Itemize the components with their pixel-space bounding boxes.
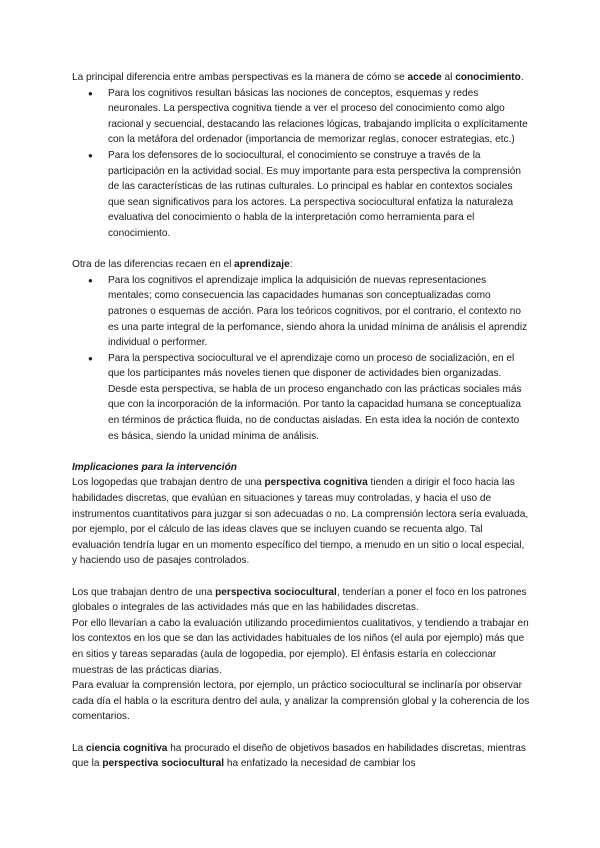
paragraph-text: , tenderían a poner el foco en los patrones globales o integrales de las actividades más que en las habilidades discretas. <box>72 586 527 614</box>
bullet-icon: ● <box>88 275 93 285</box>
list-item <box>72 351 532 445</box>
intro-text: La principal diferencia entre ambas perspectivas es la manera de cómo se <box>72 72 408 83</box>
bullet-icon: ● <box>88 88 93 98</box>
bold-perspectiva-sociocultural: perspectiva sociocultural <box>102 758 225 770</box>
bold-perspectiva-sociocultural: perspectiva sociocultural <box>215 586 337 598</box>
intro-text-mid: al <box>441 72 456 83</box>
intro-bold-conocimiento: conocimiento <box>455 72 521 83</box>
paragraph-text: Los logopedas que trabajan dentro de una <box>72 477 265 489</box>
bullet-list-aprendizaje <box>72 273 532 445</box>
aprendizaje-bold: aprendizaje <box>234 259 290 271</box>
document-page <box>72 70 532 772</box>
list-item-text: Para los cognitivos resultan básicas las nociones de conceptos, esquemas y redes neuronales. La perspectiva cognitiva tiende a ver el proceso del conocimiento como algo racional y secuencial, destacando las relaciones lógicas, trabajando implícita o explícitamente con la metáfora del ordenador (importancia de memorizar reglas, conocer estrategias, etc.) <box>108 87 528 146</box>
list-item <box>72 273 532 351</box>
aprendizaje-text: Otra de las diferencias recaen en el <box>72 259 235 271</box>
sociocultural-paragraph-3: Para evaluar la comprensión lectora, por ejemplo, un práctico sociocultural se inclinaría por observar cada día el habla o la escritura dentro del aula, y analizar la comprensión global y la coherencia de los comentarios. <box>72 680 530 723</box>
list-item-text: Para la perspectiva sociocultural ve el aprendizaje como un proceso de socialización, en el que los participantes más noveles tienen que disponer de actividades bien organizadas. Desde esta perspectiva, se habla de un proceso enganchado con las prácticas sociales más que con la incorporación de la información. Por tanto la capacidad humana se conceptualiza en términos de práctica fluida, no de conductas aisladas. En esta idea la noción de contexto es básica, siendo la unidad mínima de análisis. <box>108 352 522 442</box>
sociocultural-paragraph-2: Por ello llevarían a cabo la evaluación utilizando procedimientos cualitativos, y tendiendo a trabajar en los contextos en los que se dan las actividades habituales de los niños (el aula por ejemplo) más que en sitios y tareas separadas (aula de logopedia, por ejemplo). El énfasis estaría en coleccionar muestras de las prácticas diarias. <box>72 617 529 676</box>
ciencia-cognitiva-paragraph <box>72 741 532 772</box>
paragraph-text: ha procurado el diseño de objetivos basados en habilidades discretas, mientras que la <box>72 742 526 770</box>
intro-bold-accede: accede <box>407 72 442 83</box>
list-item <box>72 148 532 242</box>
list-item <box>72 86 532 148</box>
bold-ciencia-cognitiva: ciencia cognitiva <box>86 742 168 754</box>
section-heading: Implicaciones para la intervención <box>72 461 237 473</box>
paragraph-text: La <box>72 742 87 754</box>
bold-perspectiva-cognitiva: perspectiva cognitiva <box>264 477 368 489</box>
paragraph-text: tienden a dirigir el foco hacia las habilidades discretas, que evalúan en situaciones y tareas muy controladas, y hacia el uso de instrumentos cuantitativos para juzgar si son adecuadas o no. La comprensión lectora sería evaluada, por ejemplo, por el cálculo de las ideas claves que se incluyen cuando se recuenta algo. Tal evaluación tendría lugar en un momento específico del tiempo, a menudo en un sitio o local especial, y haciendo uso de pasajes controlados. <box>72 477 529 567</box>
bullet-icon: ● <box>88 150 93 160</box>
paragraph-text: Los que trabajan dentro de una <box>72 586 216 598</box>
intro-paragraph <box>72 70 532 86</box>
aprendizaje-paragraph <box>72 257 532 273</box>
intro-text-end: . <box>520 72 524 83</box>
bullet-icon: ● <box>88 353 93 363</box>
bullet-list-conocimiento <box>72 86 532 242</box>
sociocultural-paragraph <box>72 585 532 616</box>
paragraph-text: ha enfatizado la necesidad de cambiar los <box>224 758 416 770</box>
list-item-text: Para los defensores de lo sociocultural, el conocimiento se construye a través de la participación en la actividad social. Es muy importante para esta perspectiva la comprensión de las características de las rutinas culturales. Lo principal es hablar en contextos sociales que sean significativos para los actores. La perspectiva sociocultural enfatiza la naturaleza evaluativa del conocimiento o habla de la interpretación como herramienta para el conocimiento. <box>108 149 521 239</box>
list-item-text: Para los cognitivos el aprendizaje implica la adquisición de nuevas representaciones mentales; como consecuencia las capacidades humanas son conceptualizadas como patrones o esquemas de acción. Para los teóricos cognitivos, por el contrario, el contexto no es una parte integral de la perfomance, siendo ahora la unidad mínima de análisis el aprendiz individual o performer. <box>108 274 528 349</box>
cognitiva-paragraph <box>72 475 532 569</box>
aprendizaje-text-end: : <box>289 259 293 271</box>
